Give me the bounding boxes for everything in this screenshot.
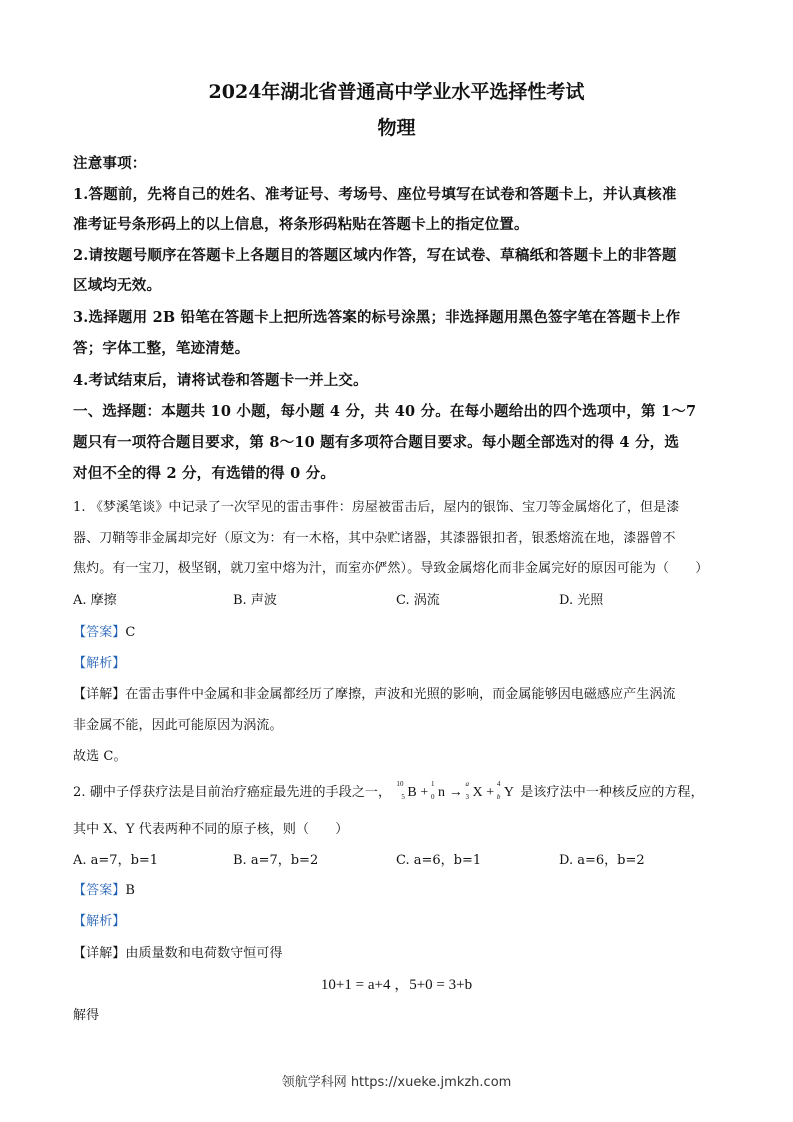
q1-option-b: B. 声波 xyxy=(233,593,277,608)
q1-conclusion: 故选 C。 xyxy=(73,749,127,764)
q2-detail-line-1 xyxy=(73,942,283,961)
neutron-symbol: n xyxy=(438,785,446,800)
notice-item-2-line-1: 2.请按题号顺序在答题卡上各题目的答题区域内作答，写在试卷、草稿纸和答题卡上的非答题 xyxy=(73,247,677,264)
answer-tag: 【答案】 xyxy=(73,883,126,898)
boron-nucleus xyxy=(396,780,417,801)
boron-mass-number: 10 xyxy=(396,780,404,788)
q1-detail-line-1 xyxy=(73,683,676,702)
q1-stem-line-2: 器、刀鞘等非金属却完好（原文为：有一木格，其中杂贮诸器，其漆器银扣者，银悉熔流在地，漆器曾不 xyxy=(73,531,676,546)
notice-item-1-line-2: 准考证号条形码上的以上信息，将条形码粘贴在答题卡上的指定位置。 xyxy=(73,216,529,233)
answer-value: C xyxy=(125,625,136,640)
section-1-line-2: 题只有一项符合题目要求，第 8～10 题有多项符合题目要求。每小题全部选对的得 4 分，选 xyxy=(73,434,680,451)
q1-option-c: C. 涡流 xyxy=(396,593,440,608)
boron-charge-number: 5 xyxy=(401,793,405,801)
notice-item-3-line-2: 答；字体工整，笔迹清楚。 xyxy=(73,340,250,357)
neutron-mass-number: 1 xyxy=(431,780,435,788)
q1-option-a: A. 摩擦 xyxy=(73,593,117,608)
notice-item-3-line-1: 3.选择题用 2B 铅笔在答题卡上把所选答案的标号涂黑；非选择题用黑色签字笔在答题卡上作 xyxy=(73,309,681,326)
y-symbol: Y xyxy=(503,785,515,800)
neutron-charge-number: 0 xyxy=(431,793,435,801)
q2-answer xyxy=(73,879,135,898)
y-nucleus xyxy=(496,780,515,801)
q1-answer xyxy=(73,621,135,640)
x-nucleus xyxy=(465,780,483,801)
detail-tag: 【详解】 xyxy=(73,946,126,961)
notice-item-1-line-1: 1.答题前，先将自己的姓名、准考证号、考场号、座位号填写在试卷和答题卡上，并认真核准 xyxy=(73,186,677,203)
plus-sign: + xyxy=(416,785,433,800)
q2-conservation-formula: 10+1 = a+4 ，5+0 = 3+b xyxy=(320,977,473,993)
q2-analysis-tag: 【解析】 xyxy=(73,914,126,929)
y-mass-number: 4 xyxy=(496,780,501,788)
q2-stem-line-1 xyxy=(73,781,704,801)
nuclear-equation xyxy=(395,780,516,801)
y-charge-number: b xyxy=(496,793,501,801)
q1-stem-line-3: 焦灼。有一宝刀，极坚钢，就刀室中熔为汁，而室亦俨然）。导致金属熔化而非金属完好的原因可能为（ ） xyxy=(73,561,709,576)
q2-option-d: D. a=6，b=2 xyxy=(559,853,645,868)
x-charge-number: 3 xyxy=(465,793,470,801)
answer-tag: 【答案】 xyxy=(73,625,126,640)
notice-item-2-line-2: 区域均无效。 xyxy=(73,277,162,294)
x-symbol: X xyxy=(472,785,483,800)
q2-option-a: A. a=7，b=1 xyxy=(73,853,159,868)
subject-title: 物理 xyxy=(377,117,416,139)
section-1-line-1: 一、选择题：本题共 10 小题，每小题 4 分，共 40 分。在每小题给出的四个选项中，第 1～7 xyxy=(73,403,697,420)
exam-title: 2024年湖北省普通高中学业水平选择性考试 xyxy=(208,81,585,103)
arrow-icon: → xyxy=(445,785,467,800)
q1-analysis-tag: 【解析】 xyxy=(73,656,126,671)
plus-sign: + xyxy=(482,785,498,800)
footer-watermark: 领航学科网 https://xueke.jmkzh.com xyxy=(281,1075,512,1090)
q1-detail-line-2: 非金属不能，因此可能原因为涡流。 xyxy=(73,718,283,733)
x-mass-number: a xyxy=(465,780,470,788)
q2-option-c: C. a=6，b=1 xyxy=(396,853,482,868)
q2-solve-label: 解得 xyxy=(73,1008,100,1023)
q2-option-b: B. a=7，b=2 xyxy=(233,853,319,868)
q2-stem-line-2: 其中 X、Y 代表两种不同的原子核，则（ ） xyxy=(73,822,349,837)
q1-option-d: D. 光照 xyxy=(559,593,604,608)
answer-value: B xyxy=(125,883,136,898)
notice-heading: 注意事项： xyxy=(73,155,147,172)
q2-stem-text-after: 是该疗法中一种核反应的方程， xyxy=(520,785,704,800)
detail-text: 在雷击事件中金属和非金属都经历了摩擦，声波和光照的影响，而金属能够因电磁感应产生涡流 xyxy=(125,687,676,702)
section-1-line-3: 对但不全的得 2 分，有选错的得 0 分。 xyxy=(73,465,336,482)
q1-stem-line-1: 1. 《梦溪笔谈》中记录了一次罕见的雷击事件：房屋被雷击后，屋内的银饰、宝刀等金属熔化了，但是漆 xyxy=(73,500,680,515)
notice-item-4: 4.考试结束后，请将试卷和答题卡一并上交。 xyxy=(73,372,368,389)
neutron xyxy=(431,780,446,801)
detail-text: 由质量数和电荷数守恒可得 xyxy=(125,946,283,961)
detail-tag: 【详解】 xyxy=(73,687,126,702)
q2-stem-text-before: 2. 硼中子俘获疗法是目前治疗癌症最先进的手段之一， xyxy=(73,785,392,800)
boron-symbol: B xyxy=(407,785,417,800)
